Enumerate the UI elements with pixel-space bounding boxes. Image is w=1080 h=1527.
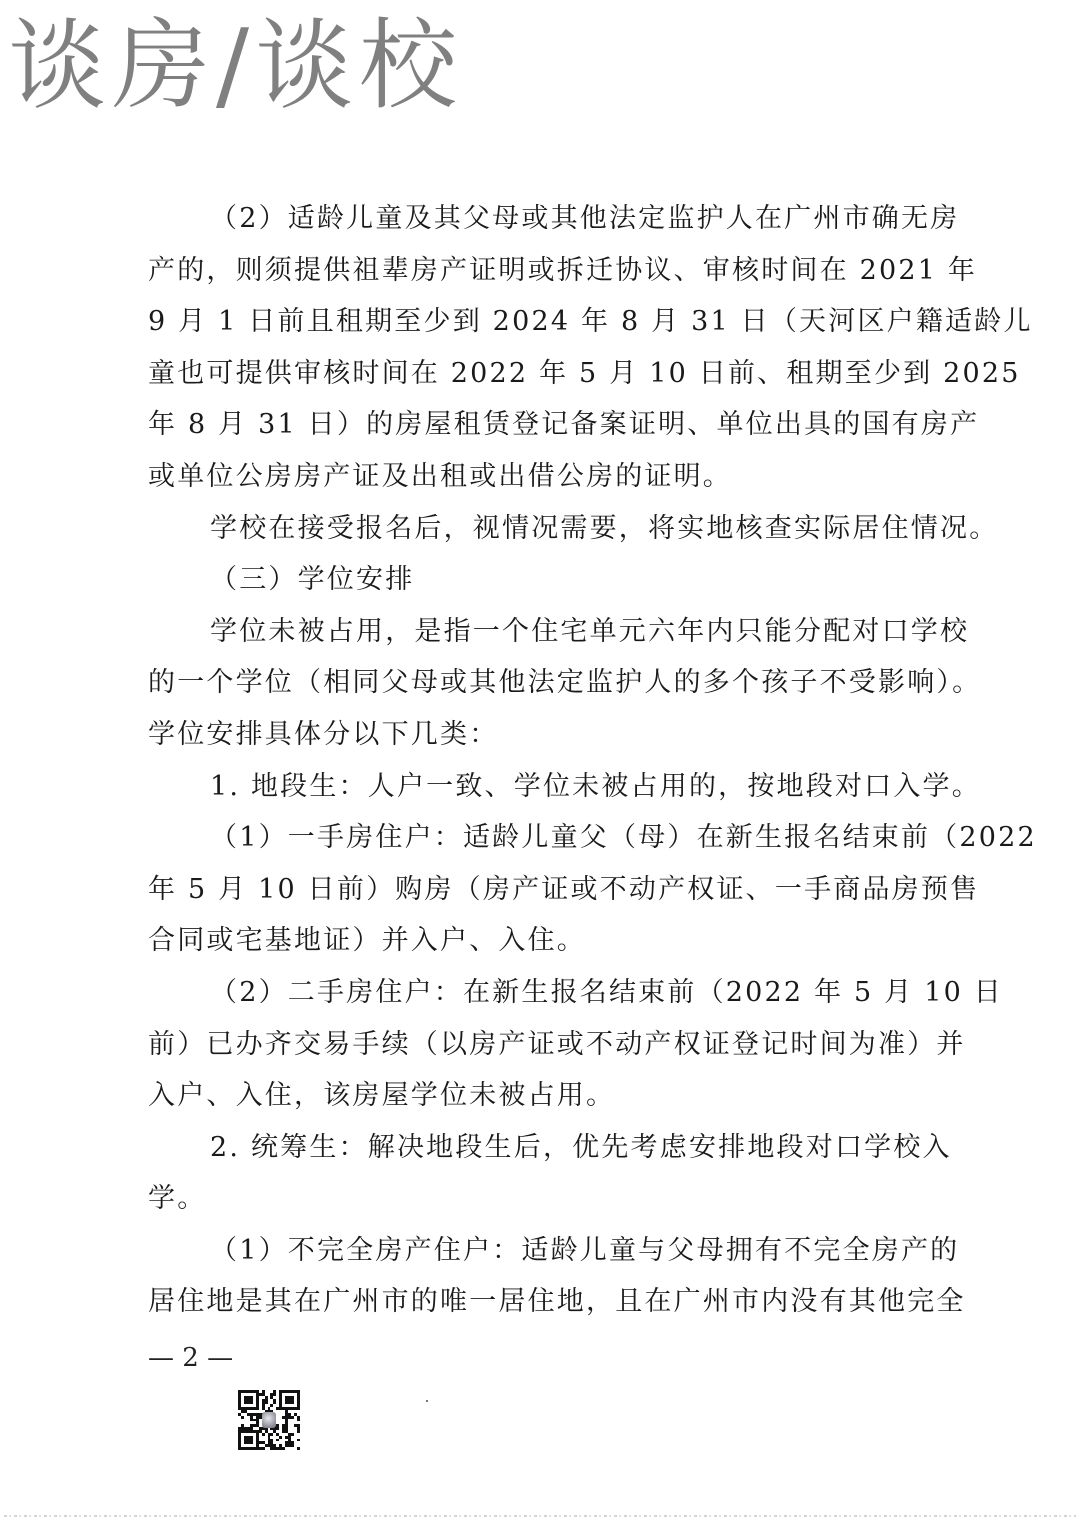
body-line: 童也可提供审核时间在 2022 年 5 月 10 日前、租期至少到 2025	[148, 357, 1021, 389]
body-line: 学校在接受报名后，视情况需要，将实地核查实际居住情况。	[210, 512, 999, 544]
qr-logo-icon	[262, 1412, 276, 1428]
body-line: 合同或宅基地证）并入户、入住。	[148, 925, 586, 957]
body-line: （1）一手房住户：适龄儿童父（母）在新生报名结束前（2022	[210, 822, 1037, 854]
body-line: 学位未被占用，是指一个住宅单元六年内只能分配对口学校	[210, 615, 970, 647]
body-line: （1）不完全房产住户：适龄儿童与父母拥有不完全房产的	[210, 1234, 960, 1266]
body-line: 学位安排具体分以下几类：	[148, 718, 499, 750]
scan-edge-artifact	[4, 1515, 1076, 1517]
section-heading: （三）学位安排	[210, 564, 415, 596]
page-number: — 2 —	[148, 1343, 234, 1373]
document-body	[148, 193, 1037, 1328]
body-line: 入户、入住，该房屋学位未被占用。	[148, 1080, 616, 1112]
body-line: 产的，则须提供祖辈房产证明或拆迁协议、审核时间在 2021 年	[148, 254, 978, 286]
body-line: 前）已办齐交易手续（以房产证或不动产权证登记时间为准）并	[148, 1028, 966, 1060]
qr-code-icon	[238, 1390, 300, 1450]
body-line: 的一个学位（相同父母或其他法定监护人的多个孩子不受影响）。	[148, 667, 982, 699]
scan-speck	[426, 1400, 428, 1402]
watermark-title: 谈房/谈校	[8, 9, 464, 123]
body-line: 居住地是其在广州市的唯一居住地，且在广州市内没有其他完全	[148, 1286, 966, 1318]
body-line: （2）二手房住户：在新生报名结束前（2022 年 5 月 10 日	[210, 976, 1003, 1008]
body-line: 2. 统筹生：解决地段生后，优先考虑安排地段对口学校入	[210, 1131, 952, 1163]
body-line: 或单位公房房产证及出租或出借公房的证明。	[148, 460, 732, 492]
body-line: 年 5 月 10 日前）购房（房产证或不动产权证、一手商品房预售	[148, 873, 980, 905]
body-line: 9 月 1 日前且租期至少到 2024 年 8 月 31 日（天河区户籍适龄儿	[148, 306, 1033, 338]
body-line: 学。	[148, 1183, 207, 1215]
body-line: 年 8 月 31 日）的房屋租赁登记备案证明、单位出具的国有房产	[148, 409, 980, 441]
body-line: （2）适龄儿童及其父母或其他法定监护人在广州市确无房	[210, 203, 960, 234]
body-line: 1. 地段生：人户一致、学位未被占用的，按地段对口入学。	[210, 770, 981, 802]
